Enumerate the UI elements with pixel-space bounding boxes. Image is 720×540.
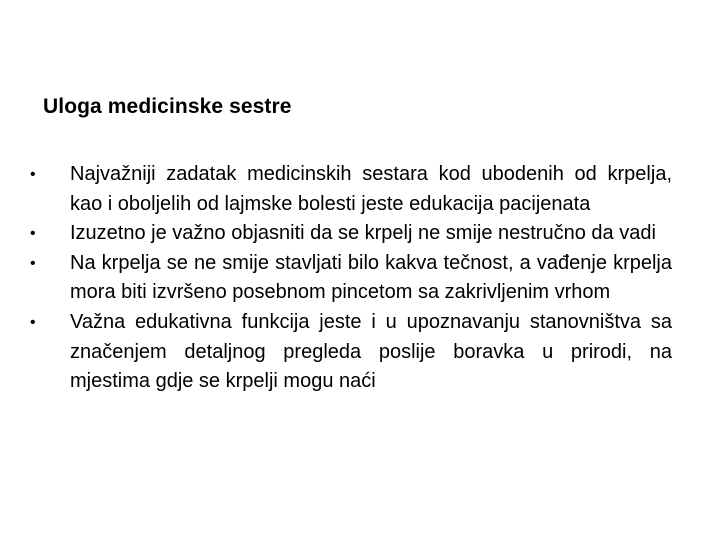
- bullet-dot-icon: •: [30, 166, 36, 183]
- bullet-dot-icon: •: [30, 313, 36, 331]
- bullet-text: Najvažniji zadatak medicinskih sestara kod ubodenih od krpelja, kao i oboljelih od lajmske bolesti jeste edukacija pacijenata: [70, 163, 672, 215]
- bullet-item: [30, 160, 672, 219]
- bullet-text: Na krpelja se ne smije stavljati bilo kakva tečnost, a vađenje krpelja mora biti izvršeno posebnom pincetom sa zakrivljenim vrhom: [70, 251, 672, 304]
- bullet-item: [30, 308, 672, 397]
- bullet-item: [30, 219, 672, 249]
- bullet-item: [30, 249, 672, 308]
- bullet-dot-icon: •: [30, 225, 36, 243]
- bullet-list: [30, 160, 672, 397]
- bullet-dot-icon: •: [30, 254, 36, 272]
- bullet-text: Važna edukativna funkcija jeste i u upoznavanju stanovništva sa značenjem detaljnog pregleda poslije boravka u prirodi, na mjestima gdje se krpelji mogu naći: [70, 310, 672, 393]
- bullet-text: Izuzetno je važno objasniti da se krpelj ne smije nestručno da vadi: [70, 222, 656, 245]
- slide-title: Uloga medicinske sestre: [43, 95, 292, 118]
